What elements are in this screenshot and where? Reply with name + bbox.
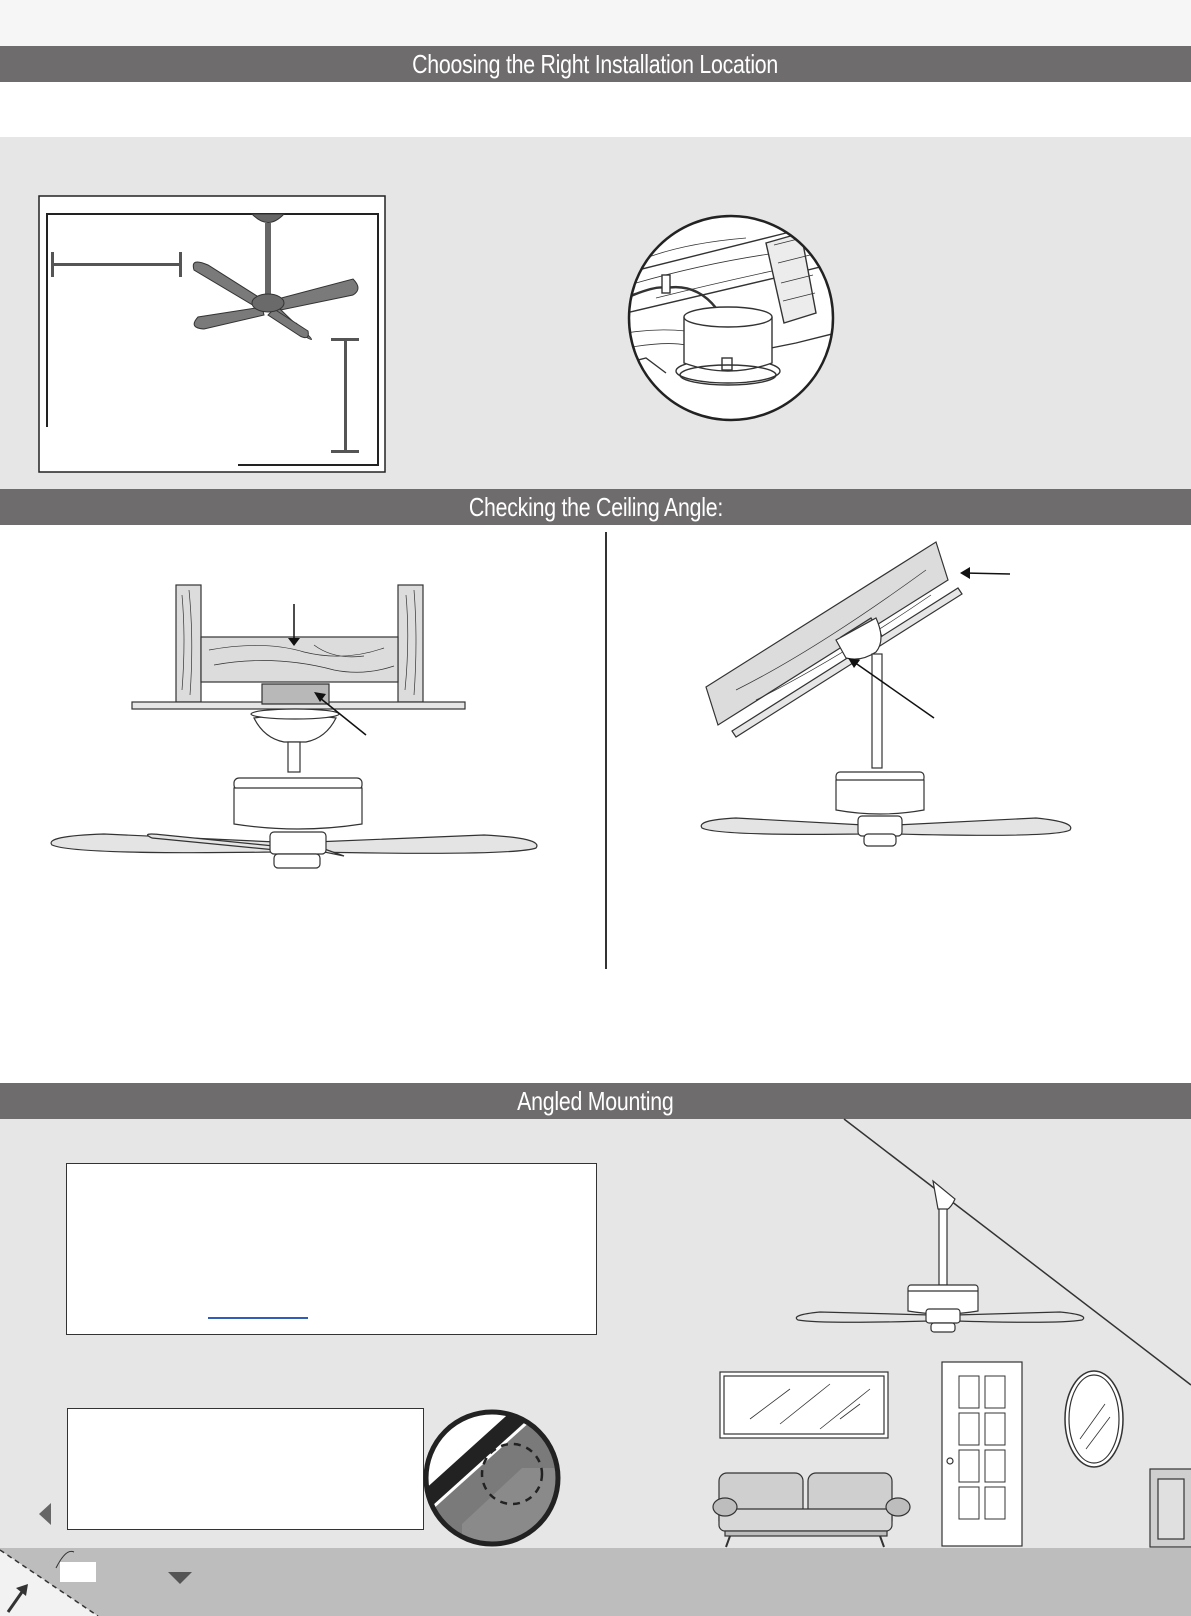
info-box-top: [66, 1163, 597, 1335]
top-margin: [0, 0, 1191, 46]
flat-ceiling-fan-illustration: [44, 580, 544, 880]
page-corner-curl: [0, 1540, 110, 1616]
angled-ceiling-fan-illustration: [696, 540, 1096, 880]
junction-box-illustration: [626, 213, 836, 423]
section-header-location: [0, 46, 1191, 82]
section-header-angled-mounting: [0, 1083, 1191, 1119]
clearance-diagram: [38, 195, 388, 475]
room-scene-illustration: [730, 1119, 1191, 1549]
detail-circle-illustration: [422, 1404, 562, 1552]
column-divider: [605, 532, 607, 969]
triangle-left-icon[interactable]: [39, 1503, 51, 1525]
section-title-angle: Checking the Ceiling Angle:: [468, 492, 723, 522]
section-header-angle: [0, 489, 1191, 525]
section-title-location: Choosing the Right Installation Location: [412, 49, 779, 79]
info-box-bottom: [67, 1408, 424, 1530]
link-underline[interactable]: [208, 1317, 308, 1319]
triangle-down-icon[interactable]: [168, 1572, 192, 1584]
section-title-angled-mounting: Angled Mounting: [517, 1086, 674, 1116]
